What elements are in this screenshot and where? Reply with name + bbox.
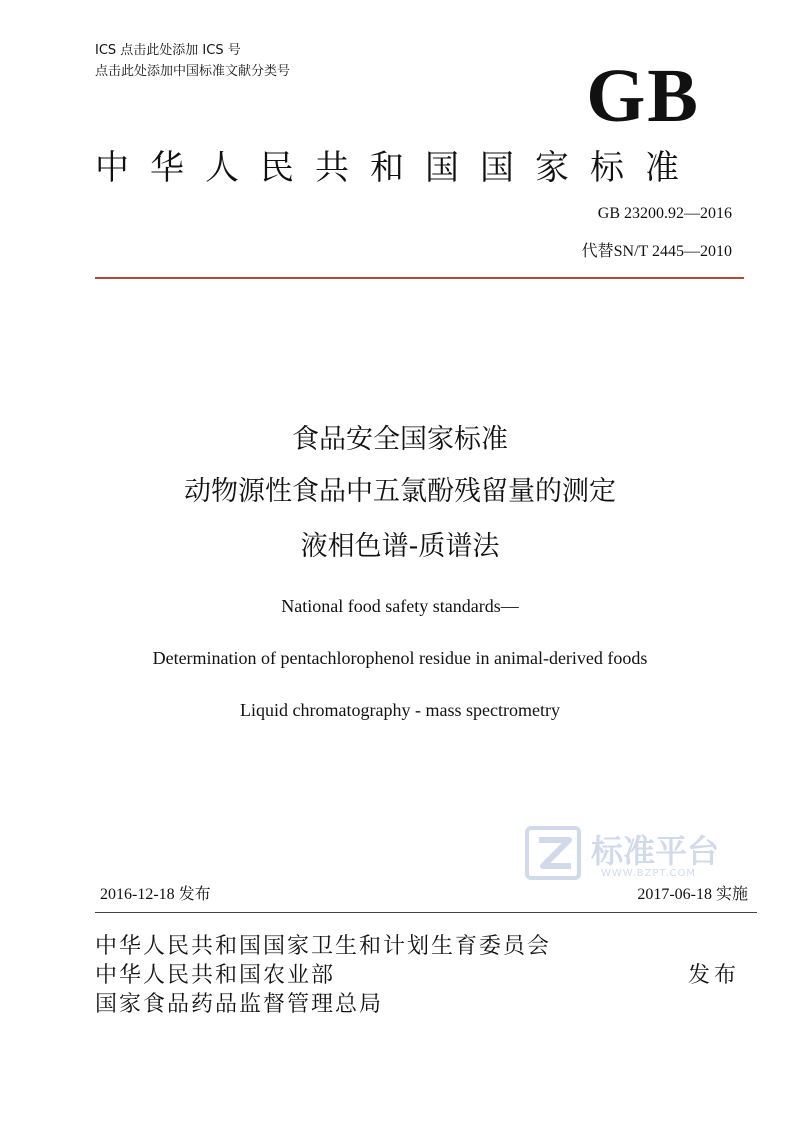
gb-logo: GB xyxy=(586,54,700,138)
watermark-logo-icon xyxy=(525,826,585,880)
title-en-line2: Determination of pentachlorophenol residue in animal-derived foods xyxy=(152,648,648,668)
implementation-date: 2017-06-18 实施 xyxy=(637,886,748,903)
top-divider xyxy=(95,277,744,279)
bottom-divider xyxy=(95,912,757,913)
issuers-block xyxy=(95,932,551,1019)
replaces-standard: 代替SN/T 2445—2010 xyxy=(581,243,732,260)
title-en-line3: Liquid chromatography - mass spectrometry xyxy=(240,700,560,720)
title-zh-line3: 液相色谱-质谱法 xyxy=(300,531,500,562)
issue-date: 2016-12-18 发布 xyxy=(100,886,211,903)
title-zh-line2: 动物源性食品中五氯酚残留量的测定 xyxy=(184,476,616,507)
national-standard-title: 中华人民共和国国家标准 xyxy=(95,148,700,188)
watermark-url: WWW.BZPT.COM xyxy=(601,868,697,879)
title-en-line1: National food safety standards— xyxy=(281,596,519,616)
watermark xyxy=(525,826,720,884)
issuer-line3: 国家食品药品监督管理总局 xyxy=(95,992,384,1017)
ccs-line: 点击此处添加中国标准文献分类号 xyxy=(95,64,291,79)
standard-number: GB 23200.92—2016 xyxy=(597,205,732,222)
title-zh-line1: 食品安全国家标准 xyxy=(292,424,508,455)
issuer-line1: 中华人民共和国国家卫生和计划生育委员会 xyxy=(95,934,552,959)
watermark-text: 标准平台 xyxy=(591,832,720,870)
issuer-line2: 中华人民共和国农业部 xyxy=(95,963,336,988)
issue-action-label: 发布 xyxy=(688,963,741,988)
ics-block xyxy=(95,40,290,82)
ics-line: ICS 点击此处添加 ICS 号 xyxy=(95,43,241,58)
